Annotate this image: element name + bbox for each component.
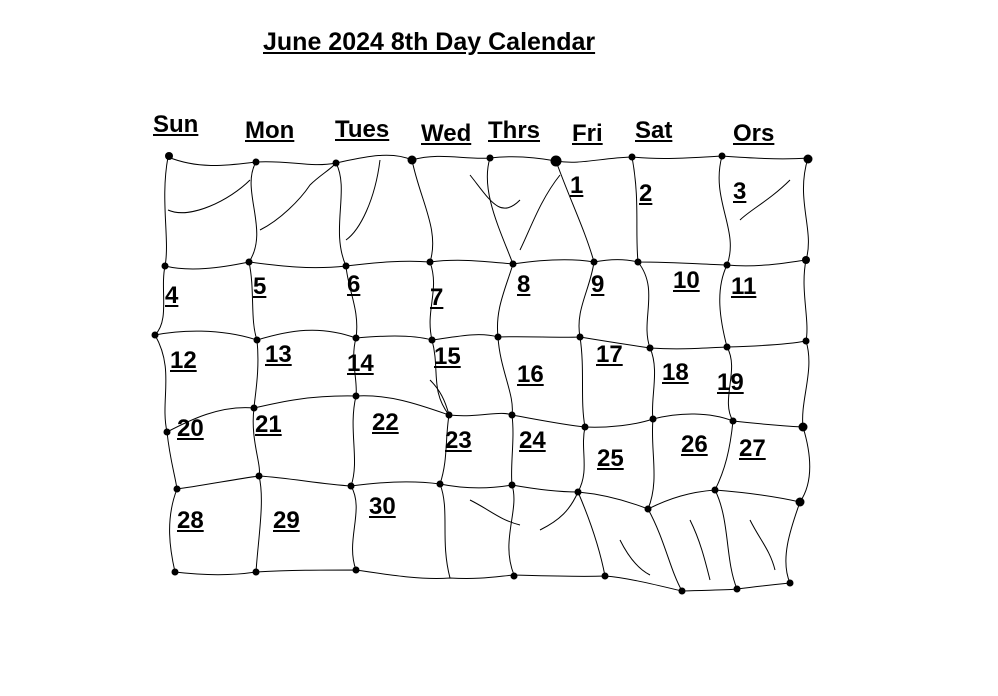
header-fri: Fri (572, 120, 603, 147)
date-17: 17 (596, 341, 623, 368)
date-28: 28 (177, 507, 204, 534)
header-tues: Tues (335, 116, 390, 143)
date-19: 19 (717, 369, 744, 396)
date-4: 4 (165, 282, 179, 309)
date-5: 5 (253, 273, 267, 300)
date-12: 12 (170, 347, 197, 374)
date-6: 6 (347, 271, 361, 298)
calendar-title: June 2024 8th Day Calendar (263, 28, 596, 56)
header-thrs: Thrs (488, 117, 541, 144)
date-1: 1 (570, 172, 584, 199)
date-9: 9 (591, 271, 605, 298)
date-21: 21 (255, 411, 282, 438)
date-27: 27 (739, 435, 766, 462)
date-22: 22 (372, 409, 399, 436)
date-30: 30 (369, 493, 396, 520)
date-29: 29 (273, 507, 300, 534)
date-3: 3 (733, 178, 747, 205)
header-wed: Wed (421, 120, 472, 147)
header-ors: Ors (733, 120, 775, 147)
date-8: 8 (517, 271, 531, 298)
header-sat: Sat (635, 117, 673, 144)
date-23: 23 (445, 427, 472, 454)
date-18: 18 (662, 359, 689, 386)
date-11: 11 (731, 273, 757, 300)
date-25: 25 (597, 445, 624, 472)
date-13: 13 (265, 341, 292, 368)
date-2: 2 (639, 180, 653, 207)
date-10: 10 (673, 267, 700, 294)
date-15: 15 (434, 343, 461, 370)
header-sun: Sun (153, 111, 199, 138)
header-mon: Mon (245, 117, 295, 144)
date-16: 16 (517, 361, 544, 388)
date-20: 20 (177, 415, 204, 442)
date-24: 24 (519, 427, 546, 454)
date-26: 26 (681, 431, 708, 458)
date-14: 14 (347, 350, 374, 377)
date-7: 7 (430, 284, 444, 311)
